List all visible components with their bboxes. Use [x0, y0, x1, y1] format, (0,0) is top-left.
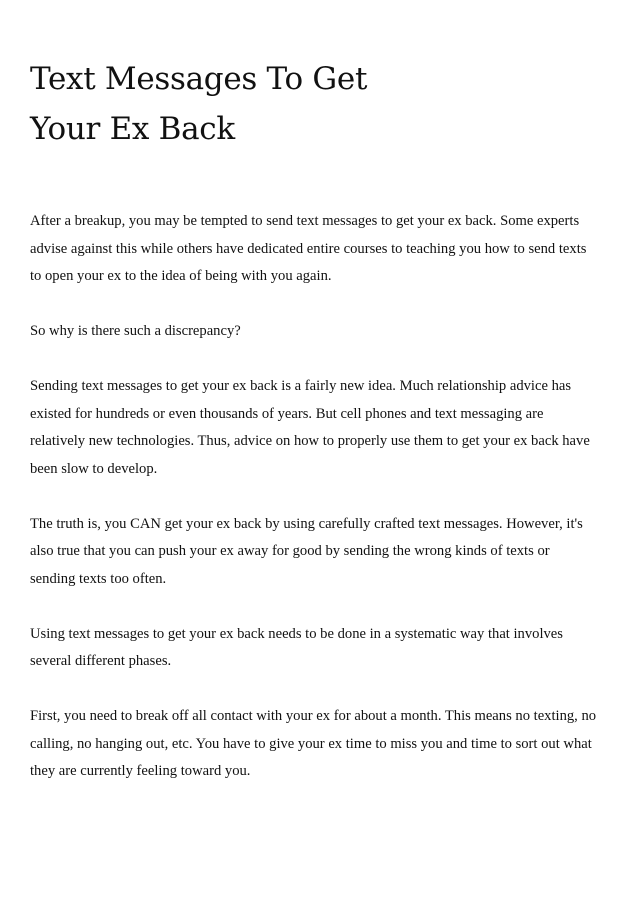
page-title [30, 54, 590, 154]
paragraph-1: After a breakup, you may be tempted to send text messages to get your ex back. Some experts advise against this while others have dedicated entire courses to teaching you how to send texts to open your ex to the idea of being with you again. [30, 213, 587, 284]
title-line-2: Your Ex Back [30, 111, 235, 147]
title-line-1: Text Messages To Get [30, 61, 368, 97]
paragraph-5: Using text messages to get your ex back needs to be done in a systematic way that involves several different phases. [30, 625, 563, 669]
paragraph-6: First, you need to break off all contact with your ex for about a month. This means no texting, no calling, no hanging out, etc. You have to give your ex time to miss you and time to sort out what they are currently feeling toward you. [30, 708, 597, 779]
paragraph-2: So why is there such a discrepancy? [30, 323, 241, 339]
paragraph-3: Sending text messages to get your ex back is a fairly new idea. Much relationship advice has existed for hundreds or even thousands of years. But cell phones and text messaging are relatively new technologies. Thus, advice on how to properly use them to get your ex back have been slow to develop. [30, 378, 590, 477]
paragraph-4: The truth is, you CAN get your ex back by using carefully crafted text messages. However, it's also true that you can push your ex away for good by sending the wrong kinds of texts or sending texts too often. [30, 515, 583, 587]
document-body [30, 208, 598, 813]
